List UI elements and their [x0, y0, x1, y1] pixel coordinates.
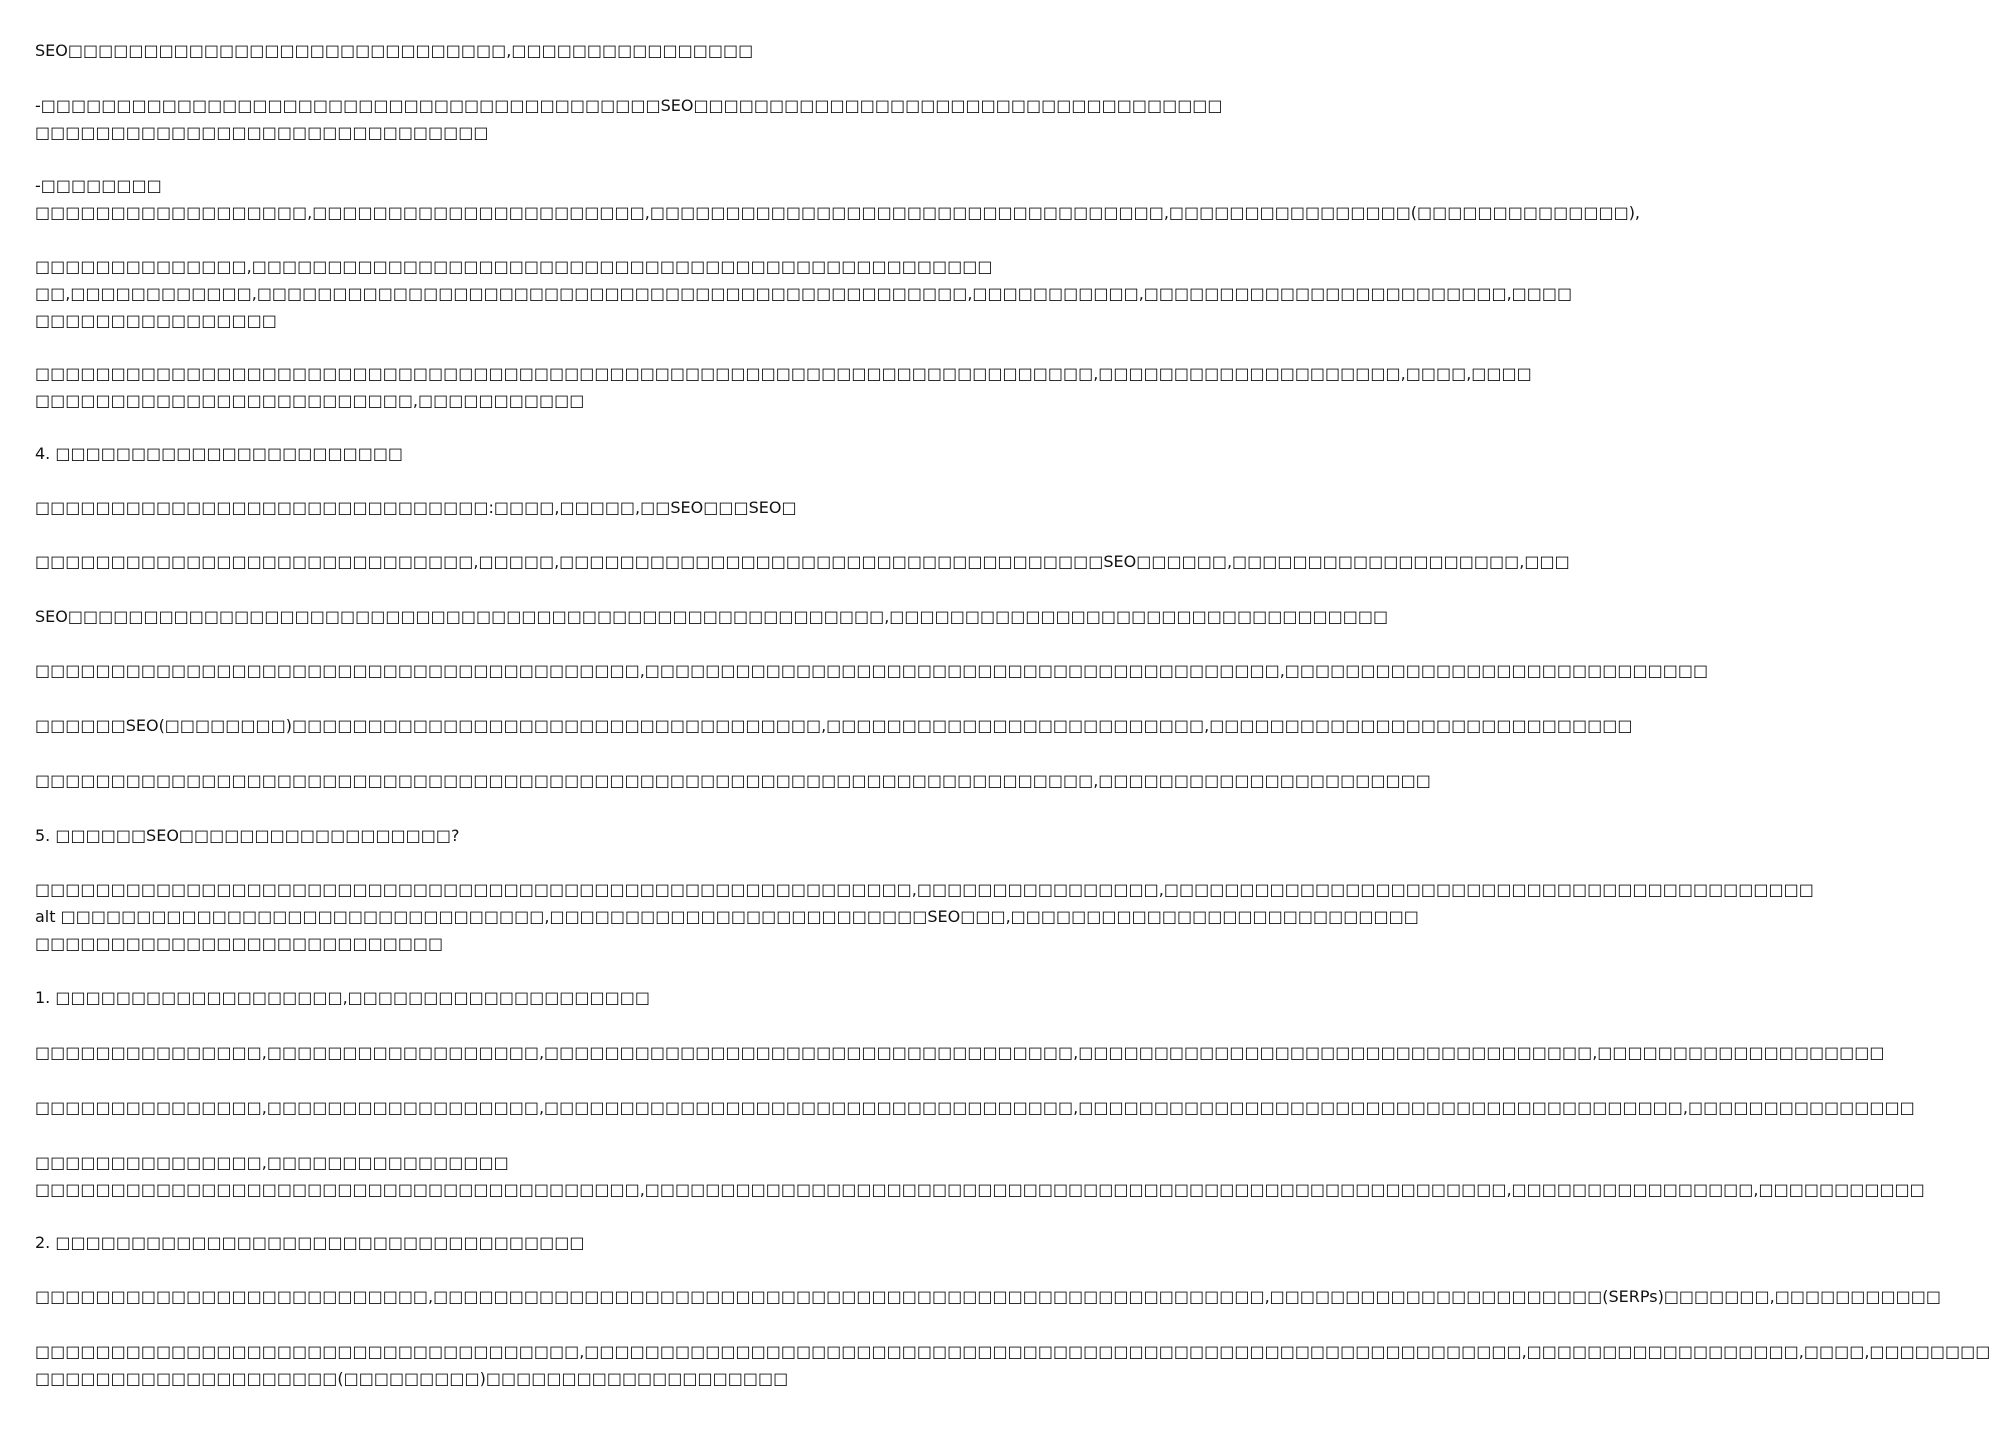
- text-line: □□□□□□□□□□□□□□□□□□□□□□□□□□□□□□:□□□□,□□□□□,□□SEO□□□SEO□: [35, 498, 797, 517]
- text-line: □□□□□□□□□□□□□□□,□□□□□□□□□□□□□□□□□□,□□□□□□□□□□□□□□□□□□□□□□□□□□□□□□□□□□□,□□□□□□□□□□□□□□□□□□□□□□□□□□□□□□□□□□,□□□□□□□□□□□□□□□□□□□: [35, 1043, 1885, 1062]
- text-line: 4. □□□□□□□□□□□□□□□□□□□□□□□: [35, 444, 404, 463]
- paragraph: [35, 440, 990, 467]
- text-line: SEO□□□□□□□□□□□□□□□□□□□□□□□□□□□□□□□□□□□□□□□□□□□□□□□□□□□□□□,□□□□□□□□□□□□□□□□□□□□□□□□□□□□□□□□□: [35, 607, 1389, 626]
- text-line: SEO□□□□□□□□□□□□□□□□□□□□□□□□□□□□□,□□□□□□□□□□□□□□□□: [35, 41, 754, 60]
- paragraph: [35, 1094, 1915, 1121]
- paragraph: [35, 657, 1709, 684]
- text-line: □□□□□□□□□□□□□□□,□□□□□□□□□□□□□□□□: [35, 1153, 509, 1172]
- text-line: □□,□□□□□□□□□□□□,□□□□□□□□□□□□□□□□□□□□□□□□□□□□□□□□□□□□□□□□□□□□□□□,□□□□□□□□□□□,□□□□□□□□□□□□□□□□□□□□□□□□,□□□□: [35, 284, 1573, 303]
- text-line: □□□□□□□□□□□□□□□□□□□□□□□□□□□□□□□□□□□□□□□□,□□□□□□□□□□□□□□□□□□□□□□□□□□□□□□□□□□□□□□□□□□,□□□□□□□□□□□□□□□□□□□□□□□□□□□□: [35, 661, 1709, 680]
- paragraph: [35, 172, 1641, 226]
- text-line: □□□□□□□□□□□□□□□□□□□□□□□□□□□: [35, 934, 444, 953]
- text-line: -□□□□□□□□: [35, 176, 162, 195]
- paragraph: [35, 876, 1814, 957]
- text-line: □□□□□□□□□□□□□□□□□□□□□□□□□□□□□□□□□□□□□□□□□□□□□□□□□□□□□□□□□□□□□□□□□□□□□□,□□□□□□□□□□□□□□□□□□□□,□□□□,□□□□: [35, 364, 1532, 383]
- paragraph: [35, 1338, 1990, 1392]
- text-line: □□□□□□□□□□□□□□□□□□□□□□□□□□□□□,□□□□□,□□□□□□□□□□□□□□□□□□□□□□□□□□□□□□□□□□□□SEO□□□□□□,□□□□□□□□□□□□□□□□□□□,□□□: [35, 552, 1570, 571]
- text-line: alt □□□□□□□□□□□□□□□□□□□□□□□□□□□□□□□□,□□□□□□□□□□□□□□□□□□□□□□□□□SEO□□□,□□□□□□□□□□□□□□□□□□□□□□□□□□□: [35, 907, 1419, 926]
- paragraph: [35, 253, 1573, 334]
- paragraph: [35, 1283, 1942, 1310]
- paragraph: [35, 360, 1532, 414]
- text-line: □□□□□□SEO(□□□□□□□□)□□□□□□□□□□□□□□□□□□□□□□□□□□□□□□□□□□□,□□□□□□□□□□□□□□□□□□□□□□□□□,□□□□□□□□□□□□□□□□□□□□□□□□□□□□: [35, 716, 1633, 735]
- text-line: □□□□□□□□□□□□□□□□□□□□□□□□□□,□□□□□□□□□□□□□□□□□□□□□□□□□□□□□□□□□□□□□□□□□□□□□□□□□□□□□□□,□□□□□□□□□□□□□□□□□□□□□□(SERPs)□□□□□□□,□□□□□□□□□□□: [35, 1287, 1942, 1306]
- paragraph: [35, 548, 1570, 575]
- text-line: □□□□□□□□□□□□□□□,□□□□□□□□□□□□□□□□□□,□□□□□□□□□□□□□□□□□□□□□□□□□□□□□□□□□□□,□□□□□□□□□□□□□□□□□□□□□□□□□□□□□□□□□□□□□□□□,□□□□□□□□□□□□□□□: [35, 1098, 1915, 1117]
- text-line: 5. □□□□□□SEO□□□□□□□□□□□□□□□□□□?: [35, 826, 460, 845]
- text-line: □□□□□□□□□□□□□□□□□□□□(□□□□□□□□□)□□□□□□□□□□□□□□□□□□□□: [35, 1369, 789, 1388]
- paragraph: [35, 822, 990, 849]
- text-line: 2. □□□□□□□□□□□□□□□□□□□□□□□□□□□□□□□□□□□: [35, 1233, 585, 1252]
- text-line: □□□□□□□□□□□□□□□□□□,□□□□□□□□□□□□□□□□□□□□□□,□□□□□□□□□□□□□□□□□□□□□□□□□□□□□□□□□□,□□□□□□□□□□□□□□□□(□□□□□□□□□□□□□□),: [35, 203, 1641, 222]
- text-line: □□□□□□□□□□□□□□□□□□□□□□□□□,□□□□□□□□□□□: [35, 391, 585, 410]
- paragraph: [35, 494, 990, 521]
- text-line: -□□□□□□□□□□□□□□□□□□□□□□□□□□□□□□□□□□□□□□□□□SEO□□□□□□□□□□□□□□□□□□□□□□□□□□□□□□□□□□□: [35, 96, 1223, 115]
- text-line: □□□□□□□□□□□□□□,□□□□□□□□□□□□□□□□□□□□□□□□□□□□□□□□□□□□□□□□□□□□□□□□□: [35, 257, 993, 276]
- text-line: □□□□□□□□□□□□□□□□□□□□□□□□□□□□□□□□□□□□□□□□□□□□□□□□□□□□□□□□□□,□□□□□□□□□□□□□□□□,□□□□□□□□□□□□□□□□□□□□□□□□□□□□□□□□□□□□□□□□□□□: [35, 880, 1814, 899]
- text-line: □□□□□□□□□□□□□□□□□□□□□□□□□□□□□□: [35, 123, 489, 142]
- paragraph: [35, 1149, 1925, 1203]
- text-line: 1. □□□□□□□□□□□□□□□□□□□,□□□□□□□□□□□□□□□□□□□□: [35, 988, 651, 1007]
- text-line: □□□□□□□□□□□□□□□□□□□□□□□□□□□□□□□□□□□□□□□□,□□□□□□□□□□□□□□□□□□□□□□□□□□□□□□□□□□□□□□□□□□□□□□□□□□□□□□□□□,□□□□□□□□□□□□□□□□,□□□□□□□□□□□: [35, 1180, 1925, 1199]
- paragraph: [35, 712, 1633, 739]
- text-line: □□□□□□□□□□□□□□□□□□□□□□□□□□□□□□□□□□□□,□□□□□□□□□□□□□□□□□□□□□□□□□□□□□□□□□□□□□□□□□□□□□□□□□□□□□□□□□□□□□□,□□□□□□□□□□□□□□□□□□,□□□□,□□□□□□□□: [35, 1342, 1990, 1361]
- paragraph: [35, 37, 990, 64]
- paragraph: [35, 767, 1431, 794]
- paragraph: [35, 603, 1389, 630]
- text-line: □□□□□□□□□□□□□□□□: [35, 311, 277, 330]
- text-line: □□□□□□□□□□□□□□□□□□□□□□□□□□□□□□□□□□□□□□□□□□□□□□□□□□□□□□□□□□□□□□□□□□□□□□,□□□□□□□□□□□□□□□□□□□□□□: [35, 771, 1431, 790]
- paragraph: [35, 92, 1223, 146]
- paragraph: [35, 1039, 1885, 1066]
- paragraph: [35, 984, 990, 1011]
- paragraph: [35, 1229, 990, 1256]
